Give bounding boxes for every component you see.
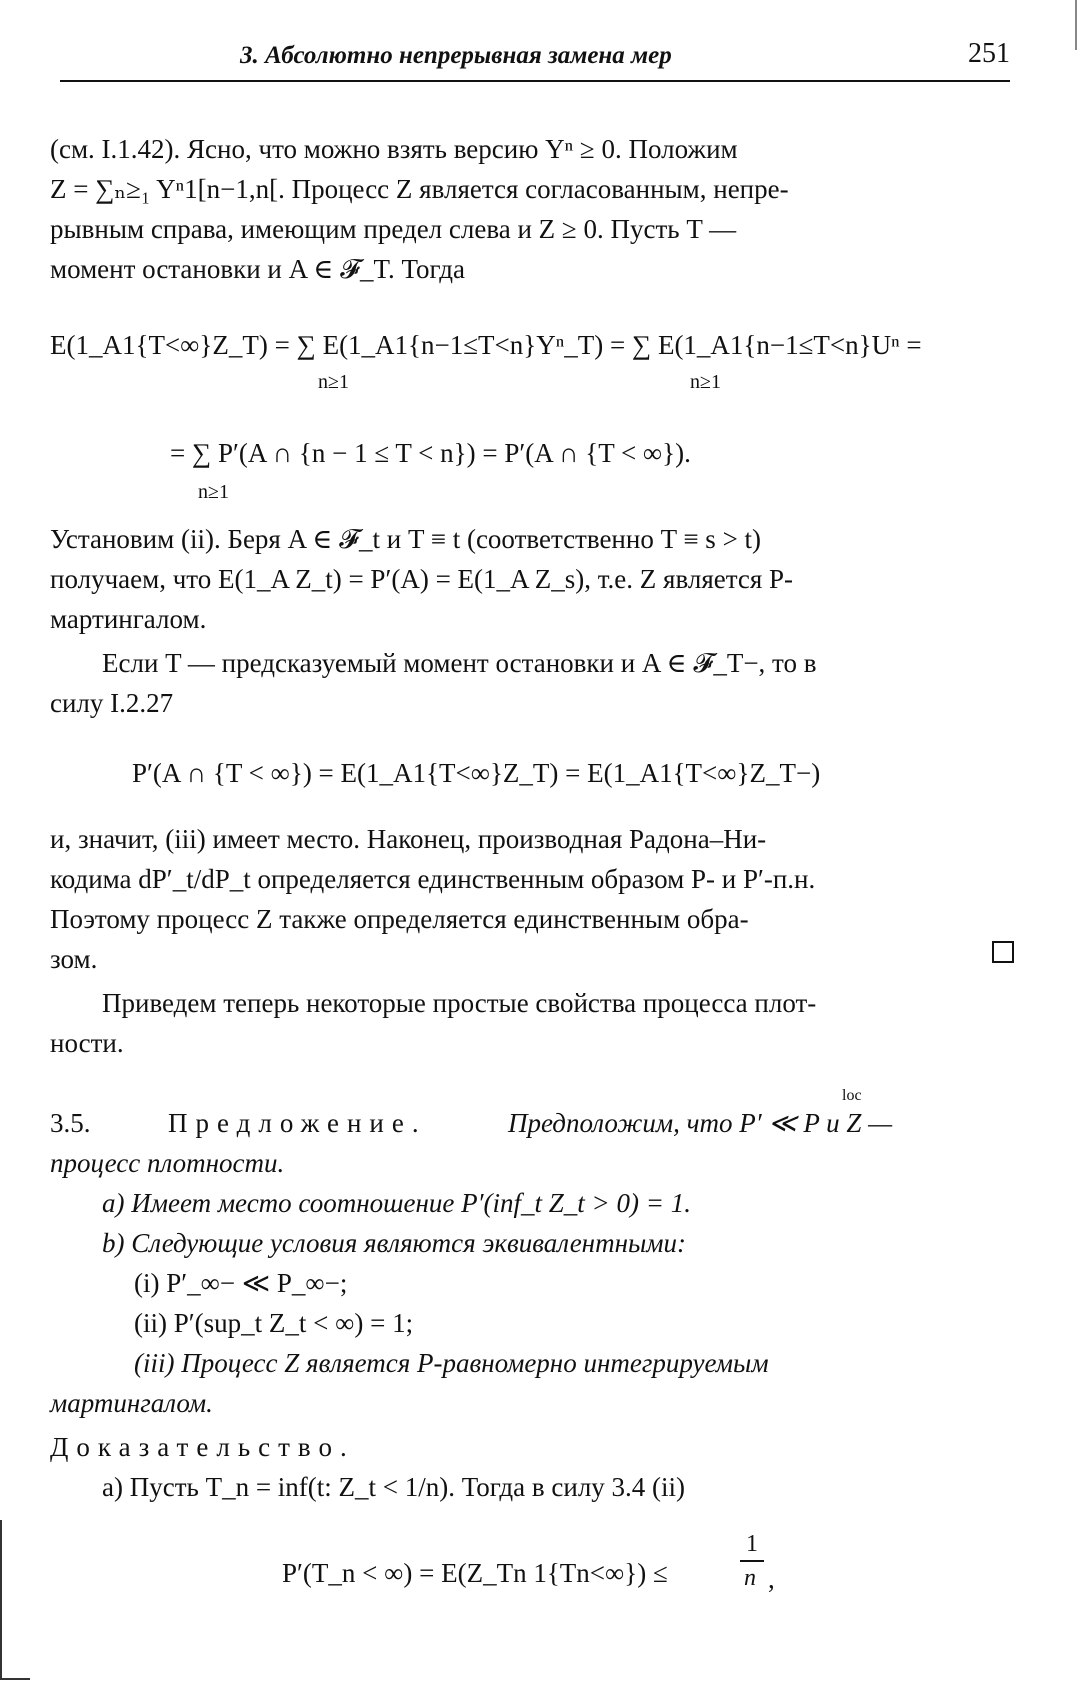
- fraction-numerator: 1: [746, 1531, 758, 1557]
- text-line: Если T — предсказуемый момент остановки и A ∈ 𝓕_T−, то в: [102, 648, 817, 678]
- fraction-denominator: n: [744, 1565, 756, 1591]
- running-header: [60, 36, 1010, 80]
- text-line: Z = ∑ₙ≥₁ Yⁿ1[n−1,n[. Процесс Z является согласованным, непре-: [50, 174, 789, 204]
- text-line: (ii) P′(sup_t Z_t < ∞) = 1;: [134, 1308, 414, 1338]
- text-line: силу I.2.27: [50, 688, 174, 718]
- text-line: получаем, что E(1_A Z_t) = P′(A) = E(1_A Z_s), т.е. Z является P-: [50, 564, 794, 594]
- scan-margin-line: [0, 1678, 30, 1680]
- text-line: момент остановки и A ∈ 𝓕_T. Тогда: [50, 254, 465, 284]
- scan-edge-mark: [1075, 0, 1077, 50]
- proposition-number: 3.5.: [50, 1108, 91, 1138]
- text-line: рывным справа, имеющим предел слева и Z ≥ 0. Пусть T —: [50, 214, 737, 244]
- display-equation: P′(A ∩ {T < ∞}) = E(1_A1{T<∞}Z_T) = E(1_A1{T<∞}Z_T−): [132, 758, 821, 788]
- scan-margin-line: [0, 1520, 2, 1680]
- fraction-bar: [740, 1560, 764, 1562]
- sum-index: n≥1: [198, 481, 229, 503]
- text-line: кодима dP′_t/dP_t определяется единственным образом P- и P′-п.н.: [50, 864, 816, 894]
- qed-symbol: [992, 941, 1014, 963]
- text-line: (iii) Процесс Z является P-равномерно интегрируемым: [134, 1348, 769, 1378]
- trailing-comma: ,: [768, 1564, 775, 1594]
- text-line: Приведем теперь некоторые простые свойства процесса плот-: [102, 988, 817, 1018]
- sum-index: n≥1: [318, 371, 349, 393]
- display-equation: E(1_A1{T<∞}Z_T) = ∑ E(1_A1{n−1≤T<n}Yⁿ_T) = ∑ E(1_A1{n−1≤T<n}Uⁿ =: [50, 330, 922, 360]
- text-line: Установим (ii). Беря A ∈ 𝓕_t и T ≡ t (соответственно T ≡ s > t): [50, 524, 762, 554]
- text-line: мартингалом.: [50, 1388, 213, 1418]
- text-line: a) Пусть T_n = inf(t: Z_t < 1/n). Тогда в силу 3.4 (ii): [102, 1472, 686, 1502]
- text-line: Предположим, что P′ ≪ P и Z —: [508, 1108, 893, 1138]
- display-equation: P′(T_n < ∞) = E(Z_Tn 1{Tn<∞}) ≤: [282, 1558, 668, 1588]
- text-line: зом.: [50, 944, 98, 974]
- page-number: 251: [968, 38, 1010, 69]
- text-line: a) Имеет место соотношение P′(inf_t Z_t > 0) = 1.: [102, 1188, 691, 1218]
- text-line: процесс плотности.: [50, 1148, 285, 1178]
- chapter-title: 3. Абсолютно непрерывная замена мер: [240, 42, 672, 69]
- header-rule: [60, 80, 1010, 82]
- text-line: ности.: [50, 1028, 124, 1058]
- text-line: Поэтому процесс Z также определяется единственным обра-: [50, 904, 749, 934]
- text-line: (i) P′_∞− ≪ P_∞−;: [134, 1268, 348, 1298]
- text-line: мартингалом.: [50, 604, 207, 634]
- proof-heading: Доказательство.: [50, 1432, 355, 1462]
- sum-index: n≥1: [690, 371, 721, 393]
- text-line: b) Следующие условия являются эквивалентными:: [102, 1228, 686, 1258]
- loc-superscript: loc: [842, 1087, 862, 1104]
- display-equation: = ∑ P′(A ∩ {n − 1 ≤ T < n}) = P′(A ∩ {T < ∞}).: [170, 438, 691, 468]
- text-line: и, значит, (iii) имеет место. Наконец, производная Радона–Ни-: [50, 824, 767, 854]
- text-line: (см. I.1.42). Ясно, что можно взять версию Yⁿ ≥ 0. Положим: [50, 134, 738, 164]
- proposition-heading: Предложение.: [168, 1108, 427, 1138]
